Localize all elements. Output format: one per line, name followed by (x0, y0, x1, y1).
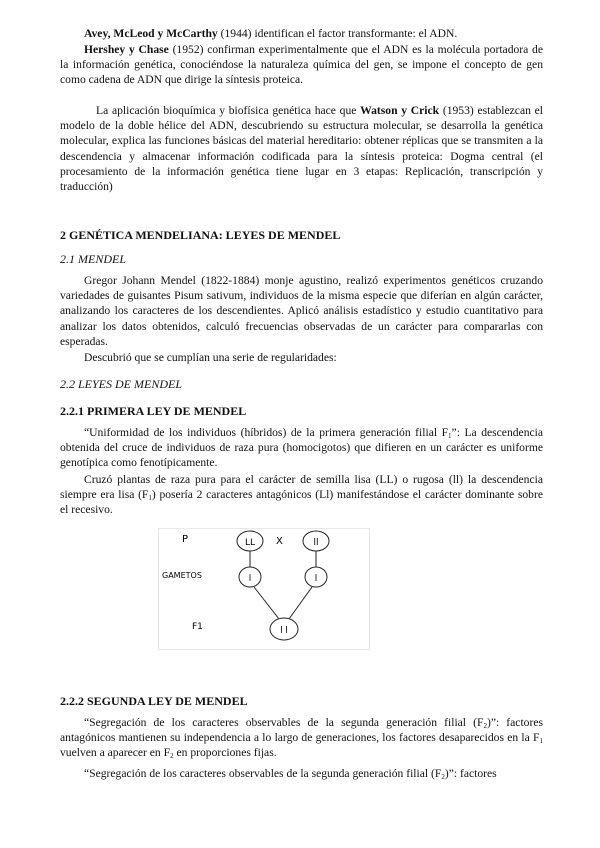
authors-hershey: Hershey y Chase (84, 43, 169, 56)
offspring-genotype: l l (280, 626, 288, 636)
cross-diagram (158, 528, 370, 650)
paragraph-mendel: Gregor Johann Mendel (1822-1884) monje agustino, realizó experimentos genéticos cruzando variedades de guisantes Pisum sativum, individuos de la misma especie que diferían en algún carácter, analizando los caracteres de los descendientes. Aplicó análisis estadístico y estudio cuantitativo para analizar los datos obtenidos, calculó frecuencias observadas de un carácter para compararlas con esperadas. (60, 274, 543, 348)
section-2-1-heading: 2.1 MENDEL (60, 252, 126, 266)
diagram-frame (159, 529, 370, 650)
authors-avery: Avey, McLeod y McCarthy (84, 27, 218, 40)
section-2-2-heading: 2.2 LEYES DE MENDEL (60, 377, 183, 391)
paragraph-cruzo: Cruzó plantas de raza pura para el carácter de semilla lisa (LL) o rugosa (ll) la descendencia siempre era lisa $(F_1)$ posería 2 caracteres antagónicos (Ll) manifestándose el carácter dominante sobre el recesivo. (60, 473, 543, 517)
label-f1: F1 (192, 622, 203, 632)
paragraph-avery: Avey, McLeod y McCarthy (1944) identifican el factor transformante: el ADN. (84, 27, 458, 40)
cross-diagram-svg (158, 528, 370, 650)
section-2-2-1-heading: 2.2.1 PRIMERA LEY DE MENDEL (60, 404, 247, 418)
paragraph-regularidades: Descubrió que se cumplían una serie de regularidades: (84, 351, 337, 364)
paragraph-hershey: Hershey y Chase (1952) confirman experimentalmente que el ADN es la molécula portadora de la información genética, conociéndose la naturaleza química del gen, se impone el concepto de gen como cadena de ADN que dirige la síntesis proteica. (60, 43, 543, 87)
paragraph-segregacion-2: “Segregación de los caracteres observables de la segunda generación filial $(F_2)$”: factores (84, 767, 497, 781)
section-2-2-2-heading: 2.2.2 SEGUNDA LEY DE MENDEL (60, 694, 248, 708)
parent2-genotype: ll (313, 538, 319, 548)
paragraph-segregacion: “Segregación de los caracteres observables de la segunda generación filial $(F_2)$”: factores antagónicos mantienen su independencia a lo largo de generaciones, los factores desaparecidos en la $F_1$ vuelven a aparecer en $F_2$ en proporciones fijas. (60, 716, 543, 761)
label-gametos: GAMETOS (162, 571, 202, 580)
parent1-genotype: LL (244, 538, 256, 548)
section-2-heading: 2 GENÉTICA MENDELIANA: LEYES DE MENDEL (60, 228, 341, 242)
paragraph-uniformidad: “Uniformidad de los individuos (híbridos) de la primera generación filial $F_1$”: La descendencia obtenida del cruce de individuos de raza pura (homocigotos) que difieren en un carácter es uniforme genotípica como fenotípicamente. (60, 426, 543, 470)
cross-symbol: X (276, 536, 283, 547)
gamete2-allele: l (314, 574, 318, 584)
gamete1-allele: l (248, 574, 252, 584)
paragraph-watson: La aplicación bioquímica y biofísica genética hace que Watson y Crick (1953) establezcan el modelo de la doble hélice del ADN, descubriendo su estructura molecular, se desarrolla la genética molecular, explica las funciones básicas del material hereditario: obtener réplicas que se transmiten a la descendencia y almacenar información codificada para la síntesis proteica: Dogma central (el procesamiento de la información genética tiene lugar en 3 etapas: Replicación, transcripción y traducción) (60, 104, 543, 194)
label-p: P (182, 534, 189, 545)
authors-watson: Watson y Crick (360, 104, 440, 117)
